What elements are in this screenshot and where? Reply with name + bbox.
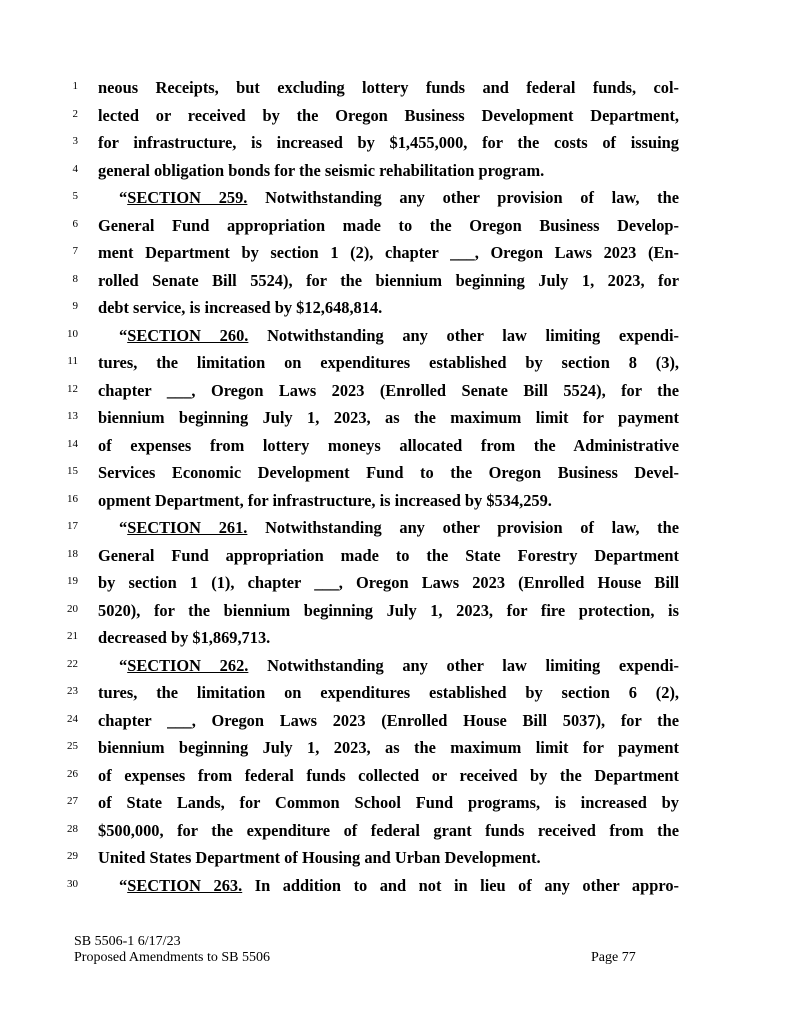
text-line (0, 74, 800, 102)
text-line (0, 212, 800, 240)
line-number: 25 (67, 740, 78, 752)
section-heading: SECTION 260. (127, 325, 249, 345)
text-line (0, 404, 800, 432)
line-text: debt service, is increased by $12,648,814. (98, 298, 383, 317)
line-text: tures, the limitation on expenditures established by section 8 (3), (98, 353, 679, 372)
line-text: “SECTION 263. In addition to and not in lieu of any other appro- (119, 875, 679, 895)
line-text: rolled Senate Bill 5524), for the biennium beginning July 1, 2023, for (98, 270, 679, 290)
line-text: 5020), for the biennium beginning July 1, 2023, for fire protection, is (98, 600, 679, 620)
line-text: chapter ___, Oregon Laws 2023 (Enrolled House Bill 5037), for the (98, 710, 679, 730)
line-number: 23 (67, 685, 78, 697)
text-line (0, 432, 800, 460)
line-text: of expenses from federal funds collected or received by the Department (98, 765, 679, 785)
document-body (0, 74, 800, 899)
document-subtitle: Proposed Amendments to SB 5506 (74, 950, 271, 965)
line-number: 12 (67, 382, 78, 395)
section-heading: SECTION 259. (127, 188, 248, 207)
text-line (0, 322, 800, 350)
text-line (0, 294, 800, 322)
line-text: General Fund appropriation made to the Oregon Business Develop- (98, 215, 679, 235)
section-text: Notwithstanding any other provision of law, the (247, 188, 679, 207)
text-line (0, 624, 800, 652)
line-text: “SECTION 260. Notwithstanding any other law limiting expendi- (119, 325, 679, 345)
text-line (0, 844, 800, 872)
text-line (0, 734, 800, 762)
text-line (0, 872, 800, 900)
line-number: 6 (72, 217, 78, 230)
line-text: biennium beginning July 1, 2023, as the maximum limit for payment (98, 738, 679, 757)
line-text: of expenses from lottery moneys allocated from the Administrative (98, 435, 679, 455)
line-number: 16 (67, 492, 78, 505)
line-number: 18 (67, 547, 78, 560)
line-number: 11 (67, 355, 78, 367)
section-text: In addition to and not in lieu of any other appro- (242, 875, 679, 895)
line-text: “SECTION 259. Notwithstanding any other provision of law, the (119, 188, 679, 207)
text-line (0, 762, 800, 790)
line-text: biennium beginning July 1, 2023, as the maximum limit for payment (98, 408, 679, 427)
section-heading: SECTION 263. (127, 875, 243, 895)
text-line (0, 679, 800, 707)
line-text: of State Lands, for Common School Fund programs, is increased by (98, 793, 679, 812)
line-text: General Fund appropriation made to the State Forestry Department (98, 545, 679, 565)
line-number: 15 (67, 465, 78, 477)
page-number: Page 77 (591, 950, 636, 965)
line-number: 17 (67, 520, 78, 532)
line-text: “SECTION 261. Notwithstanding any other provision of law, the (119, 518, 679, 537)
line-number: 26 (67, 767, 78, 780)
line-number: 10 (67, 327, 78, 340)
line-text: neous Receipts, but excluding lottery funds and federal funds, col- (98, 78, 679, 97)
line-number: 20 (67, 602, 78, 615)
text-line (0, 707, 800, 735)
line-number: 7 (72, 245, 78, 257)
line-number: 28 (67, 822, 78, 835)
line-text: general obligation bonds for the seismic rehabilitation program. (98, 160, 545, 180)
text-line (0, 652, 800, 680)
text-line (0, 184, 800, 212)
line-text: decreased by $1,869,713. (98, 628, 271, 647)
text-line (0, 239, 800, 267)
section-text: Notwithstanding any other law limiting expendi- (248, 325, 679, 345)
line-number: 8 (72, 272, 78, 285)
section-text: Notwithstanding any other law limiting expendi- (248, 655, 679, 675)
line-number: 27 (67, 795, 78, 807)
line-number: 13 (67, 410, 78, 422)
line-number: 9 (72, 300, 78, 312)
text-line (0, 487, 800, 515)
section-heading: SECTION 262. (127, 655, 249, 675)
text-line (0, 569, 800, 597)
line-text: “SECTION 262. Notwithstanding any other law limiting expendi- (119, 655, 679, 675)
text-line (0, 514, 800, 542)
line-number: 19 (67, 575, 78, 587)
line-text: tures, the limitation on expenditures established by section 6 (2), (98, 683, 679, 702)
text-line (0, 817, 800, 845)
line-text: lected or received by the Oregon Business Development Department, (98, 105, 679, 125)
text-line (0, 157, 800, 185)
line-text: ment Department by section 1 (2), chapter ___, Oregon Laws 2023 (En- (98, 243, 679, 262)
line-text: chapter ___, Oregon Laws 2023 (Enrolled Senate Bill 5524), for the (98, 380, 679, 400)
text-line (0, 597, 800, 625)
line-text: by section 1 (1), chapter ___, Oregon Laws 2023 (Enrolled House Bill (98, 573, 679, 592)
line-number: 29 (67, 850, 78, 862)
line-text: United States Department of Housing and Urban Development. (98, 848, 541, 867)
section-heading: SECTION 261. (127, 518, 248, 537)
line-number: 30 (67, 877, 78, 890)
line-text: opment Department, for infrastructure, is increased by $534,259. (98, 490, 552, 510)
text-line (0, 349, 800, 377)
text-line (0, 267, 800, 295)
line-text: Services Economic Development Fund to the Oregon Business Devel- (98, 463, 679, 482)
section-text: Notwithstanding any other provision of law, the (247, 518, 679, 537)
line-number: 4 (72, 162, 78, 175)
line-number: 14 (67, 437, 78, 450)
line-number: 1 (72, 80, 78, 92)
page-footer (74, 934, 674, 966)
line-text: $500,000, for the expenditure of federal grant funds received from the (98, 820, 679, 840)
text-line (0, 129, 800, 157)
line-number: 2 (72, 107, 78, 120)
text-line (0, 377, 800, 405)
document-id: SB 5506-1 6/17/23 (74, 934, 181, 949)
line-number: 22 (67, 657, 78, 670)
line-number: 21 (67, 630, 78, 642)
line-number: 24 (67, 712, 78, 725)
line-number: 5 (72, 190, 78, 202)
text-line (0, 542, 800, 570)
line-text: for infrastructure, is increased by $1,455,000, for the costs of issuing (98, 133, 679, 152)
text-line (0, 102, 800, 130)
text-line (0, 789, 800, 817)
line-number: 3 (72, 135, 78, 147)
text-line (0, 459, 800, 487)
